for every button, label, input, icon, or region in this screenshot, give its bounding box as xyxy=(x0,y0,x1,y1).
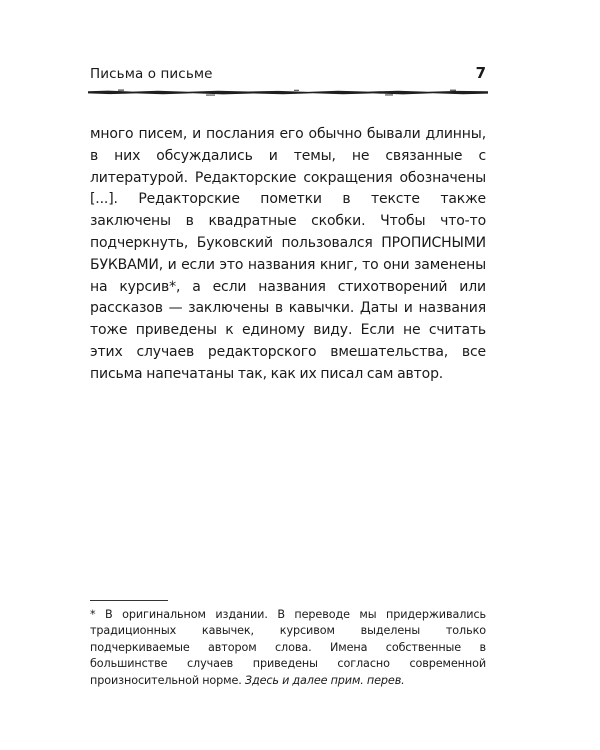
footnote xyxy=(90,607,486,689)
body-text xyxy=(90,124,486,386)
footnote-rule xyxy=(90,600,168,601)
running-head xyxy=(90,64,486,86)
header-rule xyxy=(88,88,488,96)
body-paragraph: много писем, и послания его обычно бывали длинны, в них обсуждались и темы, не связанные с литературой. Редакторские сокращения обозначены [...]. Редакторские пометки в тексте также заключены в квадратные скобки. Чтобы что-то подчеркнуть, Буковский пользовался ПРОПИСНЫМИ БУКВАМИ, и если это названия книг, то они заменены на курсив*, а если названия стихотворений или рассказов — заключены в кавычки. Даты и названия тоже приведены к единому виду. Если не считать этих случаев редакторского вмешательства, все письма напечатаны так, как их писал сам автор. xyxy=(90,126,486,382)
running-title: Письма о письме xyxy=(90,66,213,82)
footnote-italic-note: Здесь и далее прим. перев. xyxy=(244,673,405,687)
page-number: 7 xyxy=(475,64,486,82)
footnote-text: * В оригинальном издании. В переводе мы придерживались традиционных кавычек, курсивом выделены только подчеркиваемые автором слова. Имена собственные в большинстве случаев приведены согласно современной произносительной норме. xyxy=(90,608,486,687)
